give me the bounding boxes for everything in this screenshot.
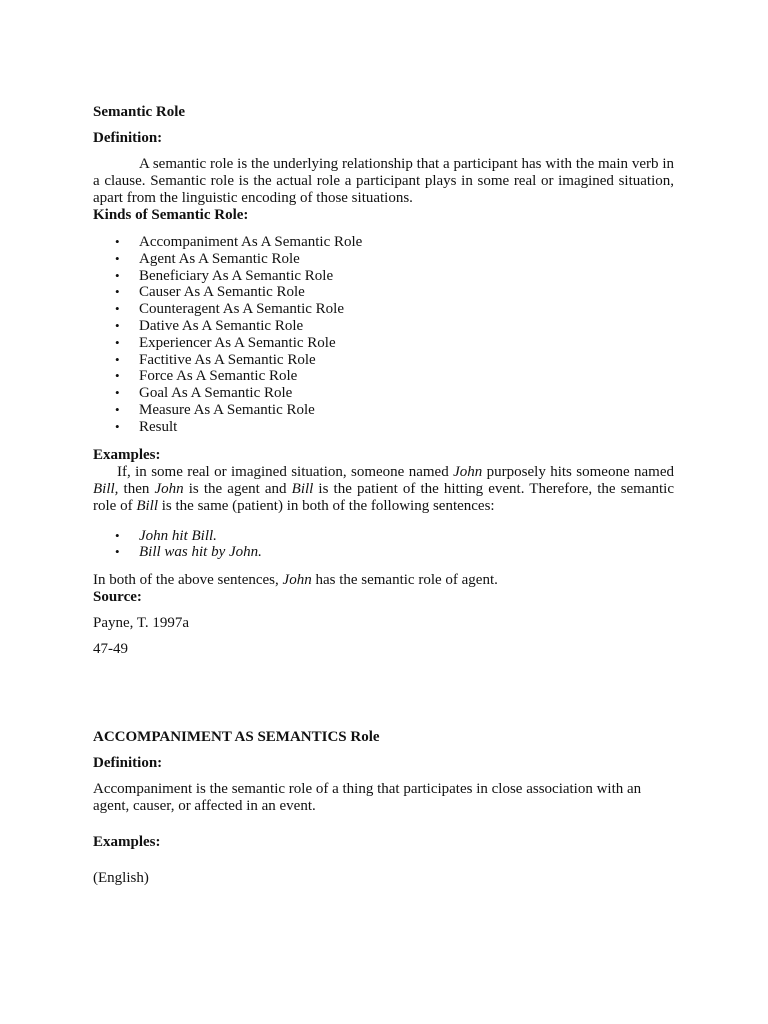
list-item: • Counteragent As A Semantic Role: [115, 301, 344, 318]
section-title: Semantic Role: [93, 104, 186, 120]
example-sentences-list: [93, 528, 674, 562]
list-item: • Causer As A Semantic Role: [115, 284, 305, 301]
bullet-icon: •: [115, 385, 120, 401]
bullet-icon: •: [115, 418, 120, 434]
source-reference: Payne, T. 1997a: [93, 615, 190, 632]
list-item: • Dative As A Semantic Role: [115, 317, 304, 334]
bullet-icon: •: [115, 401, 120, 417]
bullet-icon: •: [115, 284, 120, 300]
list-item: • Factitive As A Semantic Role: [115, 351, 316, 368]
definition-text: Accompaniment is the semantic role of a thing that participates in close association with an agent, causer, or affected in an event.: [93, 781, 642, 815]
bullet-icon: •: [115, 527, 120, 543]
source-pages: 47-49: [93, 641, 128, 658]
list-item: • Goal As A Semantic Role: [115, 385, 293, 402]
list-item: • Result: [115, 418, 178, 435]
examples-label: Examples:: [93, 446, 161, 463]
example-paragraph: If, in some real or imagined situation, someone named John purposely hits someone named Bill, then John is the agent and Bill is the patient of the hitting event. Therefore, the semantic role of Bill is the same (patient) in both of the following sentences:: [93, 463, 675, 514]
list-item: • Force As A Semantic Role: [115, 368, 298, 385]
list-item: • Accompaniment As A Semantic Role: [115, 234, 363, 250]
bullet-icon: •: [115, 368, 120, 384]
language-label: (English): [93, 870, 149, 887]
bullet-icon: •: [115, 250, 120, 266]
bullet-icon: •: [115, 334, 120, 350]
bullet-icon: •: [115, 317, 120, 333]
bullet-icon: •: [115, 301, 120, 317]
definition-label: Definition:: [93, 130, 163, 146]
section-title: ACCOMPANIMENT AS SEMANTICS Role: [93, 729, 380, 746]
list-item: • Bill was hit by John.: [115, 544, 262, 561]
list-item: • Measure As A Semantic Role: [115, 401, 315, 418]
list-item: • John hit Bill.: [115, 527, 217, 544]
kinds-label: Kinds of Semantic Role:: [93, 207, 249, 223]
list-item: • Beneficiary As A Semantic Role: [115, 267, 334, 284]
kinds-list: [93, 234, 674, 436]
bullet-icon: •: [115, 267, 120, 283]
bullet-icon: •: [115, 544, 120, 560]
definition-label: Definition:: [93, 755, 163, 772]
definition-text: A semantic role is the underlying relationship that a participant has with the main verb in a clause. Semantic role is the actual role a participant plays in some real or imagined situation, apart from the linguistic encoding of those situations.: [93, 156, 674, 206]
examples-label: Examples:: [93, 834, 161, 851]
list-item: • Experiencer As A Semantic Role: [115, 334, 336, 351]
bullet-icon: •: [115, 234, 120, 249]
document-page: [93, 104, 674, 887]
list-item: • Agent As A Semantic Role: [115, 250, 300, 267]
conclusion-text: In both of the above sentences, John has the semantic role of agent.: [93, 572, 498, 589]
bullet-icon: •: [115, 351, 120, 367]
source-label: Source:: [93, 589, 142, 606]
